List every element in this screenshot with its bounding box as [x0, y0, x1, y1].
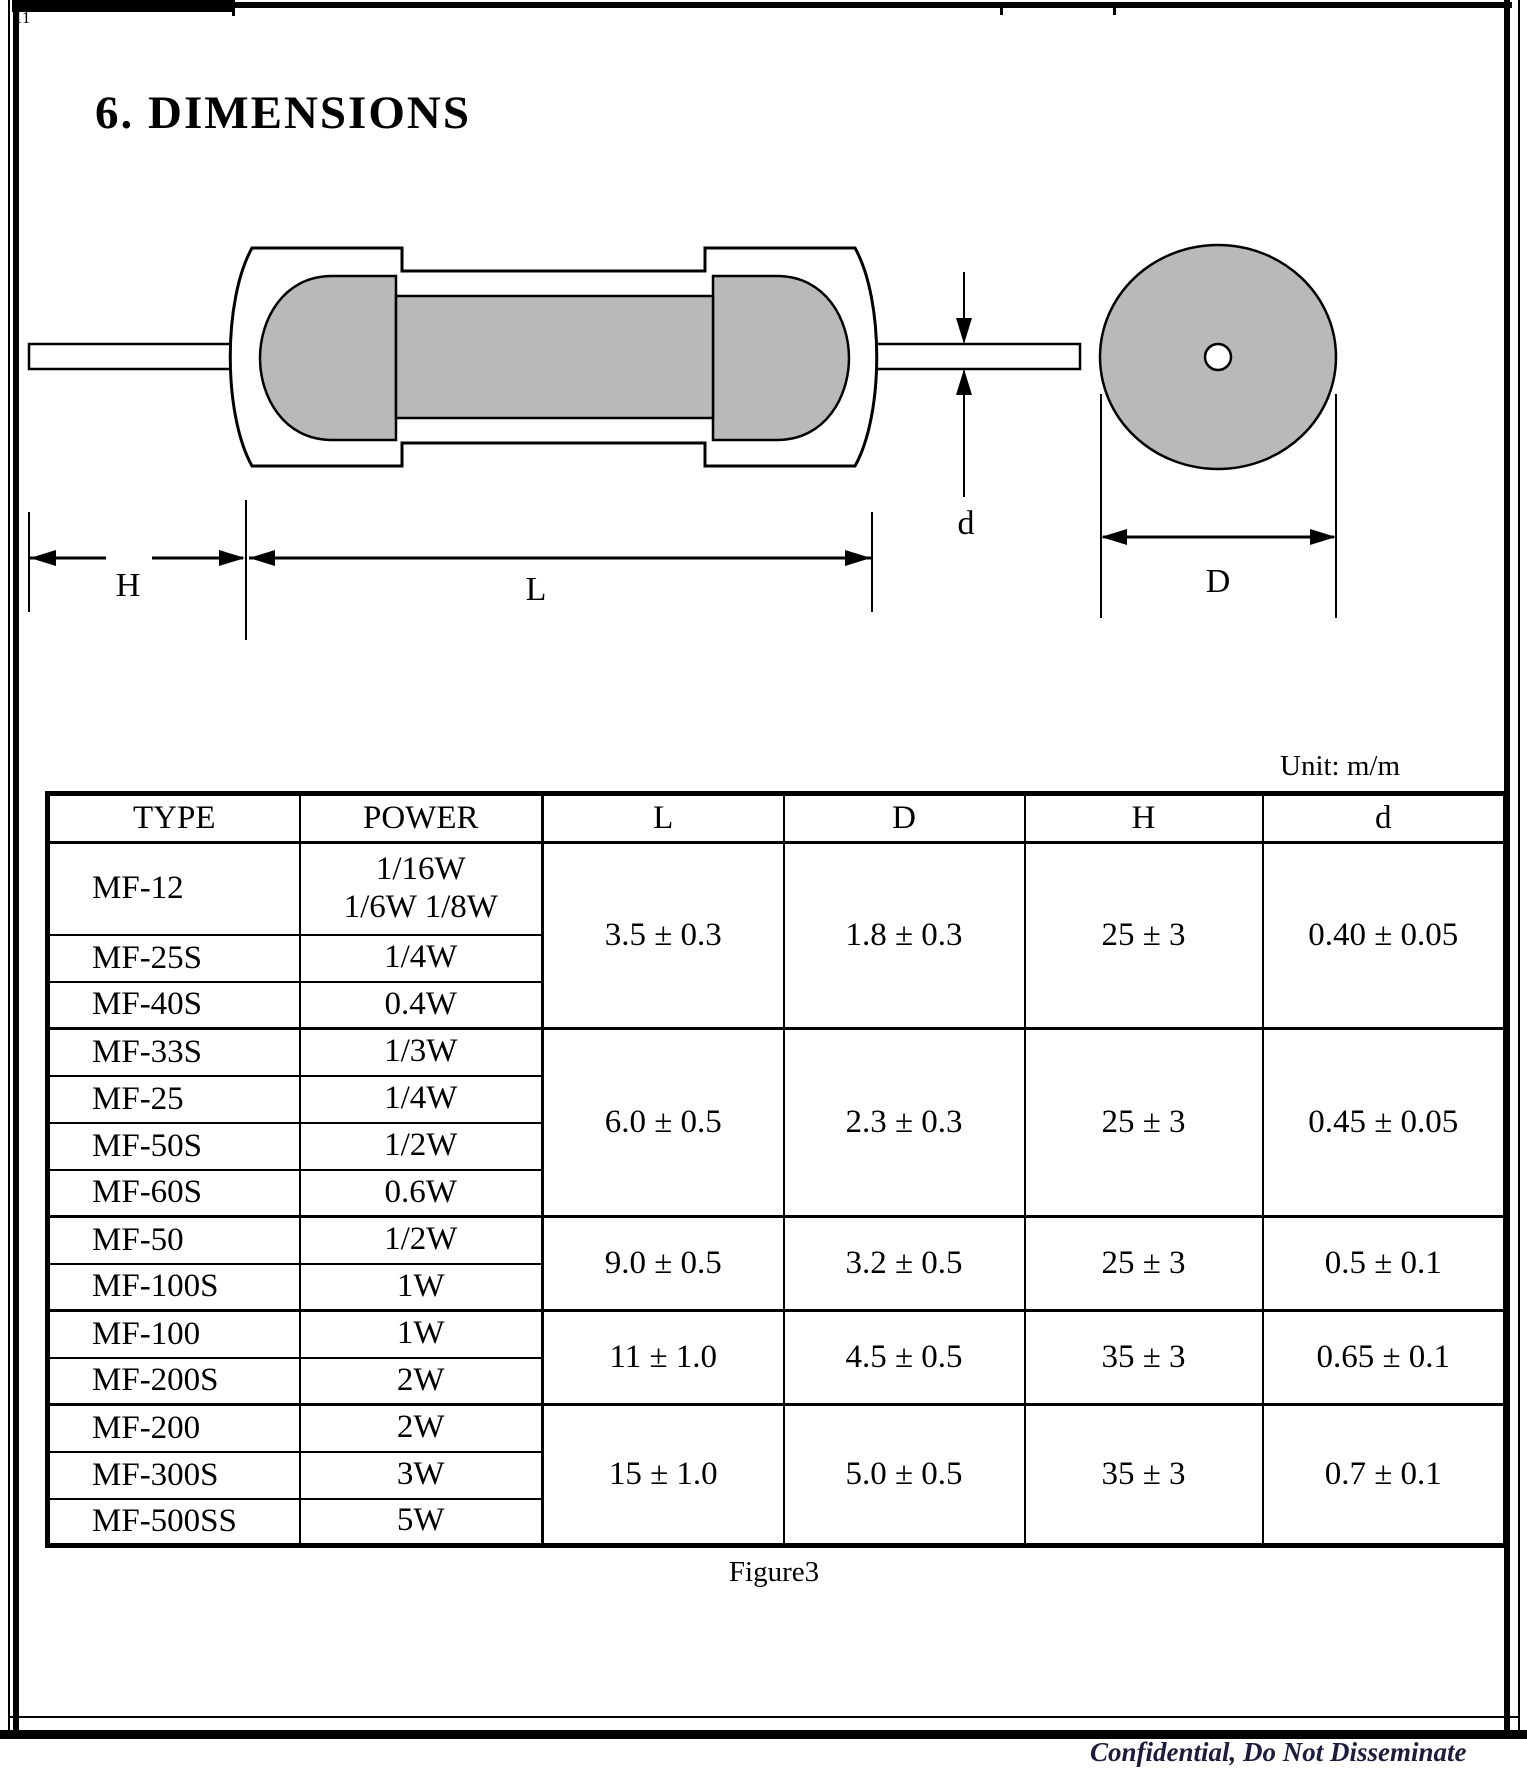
end-view-lead-hole [1205, 344, 1231, 370]
end-cap-left [260, 276, 396, 440]
dim-cell-L: 15 ± 1.0 [543, 1405, 784, 1546]
type-cell: MF-500SS [48, 1499, 300, 1546]
page-top-rule-stub [1113, 2, 1116, 15]
type-cell: MF-25 [48, 1076, 300, 1123]
col-header-L: L [543, 794, 784, 843]
dim-label-d: d [957, 505, 975, 542]
type-cell: MF-25S [48, 935, 300, 982]
power-line: 0.4W [384, 985, 457, 1022]
table-row [48, 1311, 1506, 1358]
arrowhead-right-icon [1310, 529, 1336, 545]
power-cell [300, 982, 543, 1029]
power-line: 3W [396, 1456, 445, 1493]
page-top-rule-left [12, 0, 232, 12]
arrowhead-left-icon [30, 550, 56, 566]
power-cell [300, 1311, 543, 1358]
lead-wire-right [858, 344, 1080, 369]
dim-cell-H: 25 ± 3 [1025, 1217, 1263, 1311]
lead-wire-left [29, 344, 243, 369]
dim-cell-D: 3.2 ± 0.5 [784, 1217, 1025, 1311]
type-cell: MF-100S [48, 1264, 300, 1311]
dim-cell-D: 2.3 ± 0.3 [784, 1029, 1025, 1217]
dim-cell-D: 4.5 ± 0.5 [784, 1311, 1025, 1405]
type-cell: MF-33S [48, 1029, 300, 1076]
dim-cell-d: 0.40 ± 0.05 [1263, 843, 1506, 1029]
dim-cell-L: 3.5 ± 0.3 [543, 843, 784, 1029]
power-cell [300, 1029, 543, 1076]
arrowhead-down-icon [956, 318, 972, 344]
power-cell [300, 1452, 543, 1499]
type-cell: MF-50 [48, 1217, 300, 1264]
col-header-d: d [1263, 794, 1506, 843]
watermark-text: Confidential, Do Not Disseminate [1090, 1737, 1467, 1767]
unit-note: Unit: m/m [1280, 750, 1401, 782]
type-cell: MF-200 [48, 1405, 300, 1452]
page-border-bottom [8, 1716, 1520, 1718]
dimensions-table-body [48, 843, 1506, 1546]
dim-cell-H: 25 ± 3 [1025, 843, 1263, 1029]
arrowhead-left-icon [1101, 529, 1127, 545]
type-cell: MF-12 [48, 843, 300, 935]
power-cell [300, 1499, 543, 1546]
col-header-D: D [784, 794, 1025, 843]
page-top-rule-stub [1000, 2, 1003, 15]
type-cell: MF-40S [48, 982, 300, 1029]
power-line: 1/4W [384, 939, 458, 976]
page-number: 11 [14, 8, 31, 27]
figure-caption: Figure3 [728, 1556, 820, 1588]
power-cell [300, 1405, 543, 1452]
power-cell [300, 1123, 543, 1170]
dim-cell-H: 35 ± 3 [1025, 1311, 1263, 1405]
power-line: 1W [396, 1315, 445, 1352]
page-top-rule-right [232, 2, 1512, 8]
power-line: 5W [396, 1502, 445, 1539]
power-line: 1/6W 1/8W [343, 888, 498, 925]
page-border-right-outer [1518, 0, 1520, 1731]
arrowhead-left-icon [249, 550, 275, 566]
dim-label-H: H [115, 567, 141, 604]
power-cell [300, 935, 543, 982]
dim-cell-H: 35 ± 3 [1025, 1405, 1263, 1546]
table-row [48, 1029, 1506, 1076]
arrowhead-right-icon [845, 550, 871, 566]
dim-cell-d: 0.65 ± 0.1 [1263, 1311, 1506, 1405]
col-header-H: H [1025, 794, 1263, 843]
power-cell [300, 843, 543, 935]
dim-cell-L: 11 ± 1.0 [543, 1311, 784, 1405]
end-cap-right [713, 276, 849, 440]
type-cell: MF-100 [48, 1311, 300, 1358]
dim-label-L: L [525, 571, 547, 608]
col-header-type: TYPE [48, 794, 300, 843]
page-top-rule-stub [232, 0, 235, 16]
power-cell [300, 1264, 543, 1311]
type-cell: MF-300S [48, 1452, 300, 1499]
type-cell: MF-50S [48, 1123, 300, 1170]
power-line: 1/3W [384, 1033, 458, 1070]
power-line: 1/2W [384, 1221, 458, 1258]
resistor-dimension-figure [0, 200, 1380, 650]
table-header-row [48, 794, 1506, 843]
power-line: 2W [396, 1409, 445, 1446]
arrowhead-right-icon [219, 550, 245, 566]
section-title: 6. DIMENSIONS [95, 87, 471, 139]
type-cell: MF-60S [48, 1170, 300, 1217]
dim-cell-L: 6.0 ± 0.5 [543, 1029, 784, 1217]
power-cell [300, 1170, 543, 1217]
resistor-rod [396, 296, 713, 418]
table-row [48, 1217, 1506, 1264]
power-cell [300, 1076, 543, 1123]
table-row [48, 1405, 1506, 1452]
power-cell [300, 1358, 543, 1405]
dim-cell-d: 0.7 ± 0.1 [1263, 1405, 1506, 1546]
dim-label-D: D [1205, 563, 1231, 600]
dim-cell-D: 1.8 ± 0.3 [784, 843, 1025, 1029]
power-line: 2W [396, 1361, 445, 1398]
power-cell [300, 1217, 543, 1264]
power-line: 1/4W [384, 1080, 458, 1117]
col-header-power: POWER [300, 794, 543, 843]
dim-cell-D: 5.0 ± 0.5 [784, 1405, 1025, 1546]
table-row [48, 843, 1506, 935]
dim-cell-d: 0.45 ± 0.05 [1263, 1029, 1506, 1217]
dim-cell-H: 25 ± 3 [1025, 1029, 1263, 1217]
power-line: 1W [396, 1267, 445, 1304]
type-cell: MF-200S [48, 1358, 300, 1405]
power-line: 1/2W [384, 1127, 458, 1164]
dim-cell-d: 0.5 ± 0.1 [1263, 1217, 1506, 1311]
dim-cell-L: 9.0 ± 0.5 [543, 1217, 784, 1311]
power-line: 0.6W [384, 1173, 457, 1210]
power-line: 1/16W [375, 850, 466, 887]
dimensions-table [45, 791, 1508, 1548]
